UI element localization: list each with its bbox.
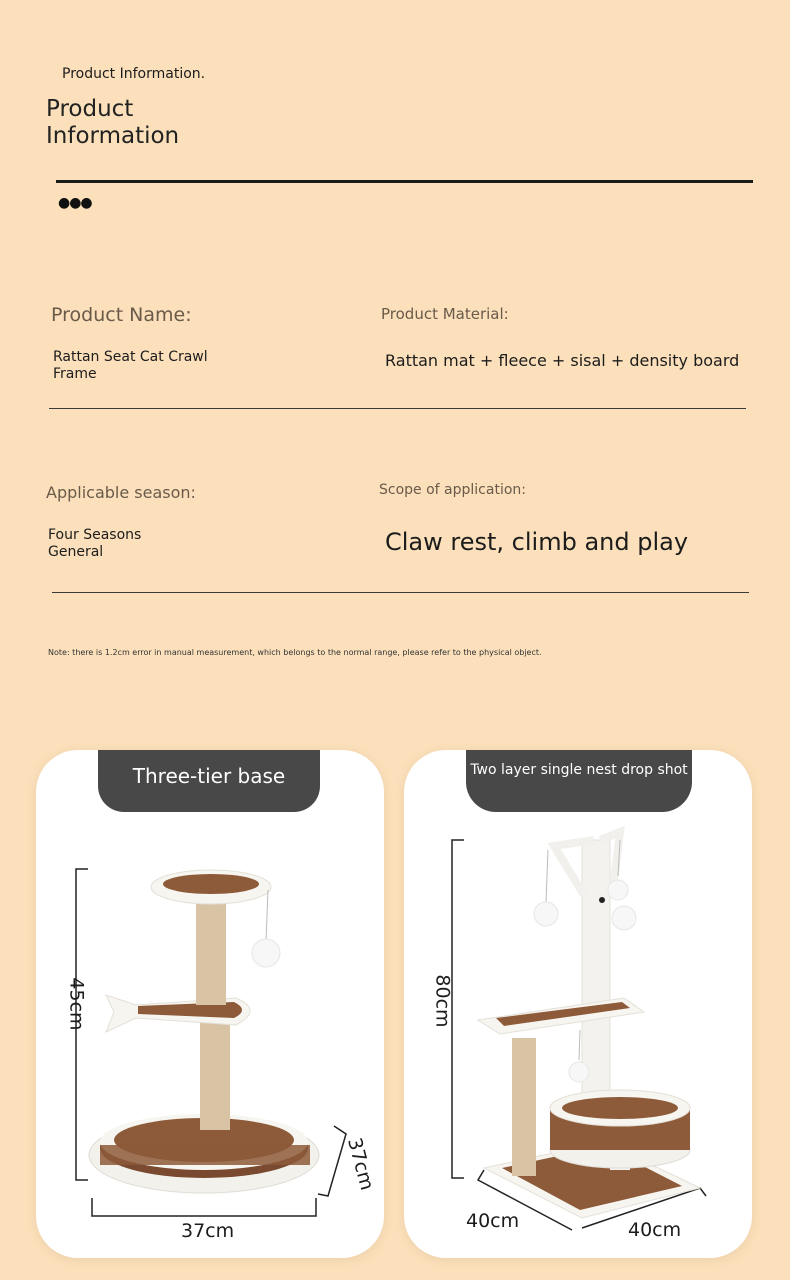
scope-label: Scope of application: [379, 482, 526, 498]
product-card-three-tier [36, 750, 384, 1258]
dots-decoration: ●●● [58, 195, 92, 211]
card-title: Three-tier base [132, 764, 286, 788]
season-label: Applicable season: [46, 483, 196, 502]
height-dimension: 80cm [431, 974, 454, 1028]
height-dimension: 45cm [65, 977, 88, 1031]
measurement-note: Note: there is 1.2cm error in manual measurement, which belongs to the normal range, please refer to the physical object. [48, 648, 542, 657]
product-material-label: Product Material: [381, 305, 509, 323]
three-tier-cat-tree-illustration [36, 750, 384, 1258]
product-name-label: Product Name: [51, 304, 192, 326]
spec-divider-2 [52, 592, 749, 593]
section-title: Product Information [46, 96, 180, 149]
spec-divider-1 [49, 408, 746, 409]
product-card-two-layer [404, 750, 752, 1258]
width-dimension: 40cm [466, 1210, 520, 1232]
scope-value: Claw rest, climb and play [385, 528, 689, 556]
season-value: Four Seasons General [48, 527, 142, 560]
product-name-value: Rattan Seat Cat Crawl Frame [53, 349, 208, 382]
depth-dimension: 37cm [343, 1135, 379, 1193]
depth-dimension: 40cm [628, 1219, 682, 1241]
title-divider [56, 180, 753, 183]
card-title: Two layer single nest drop shot [470, 762, 688, 778]
section-subtitle: Product Information. [62, 66, 206, 82]
product-material-value: Rattan mat + fleece + sisal + density board [385, 351, 740, 370]
two-layer-cat-tree-illustration [404, 750, 752, 1258]
width-dimension: 37cm [181, 1220, 235, 1242]
